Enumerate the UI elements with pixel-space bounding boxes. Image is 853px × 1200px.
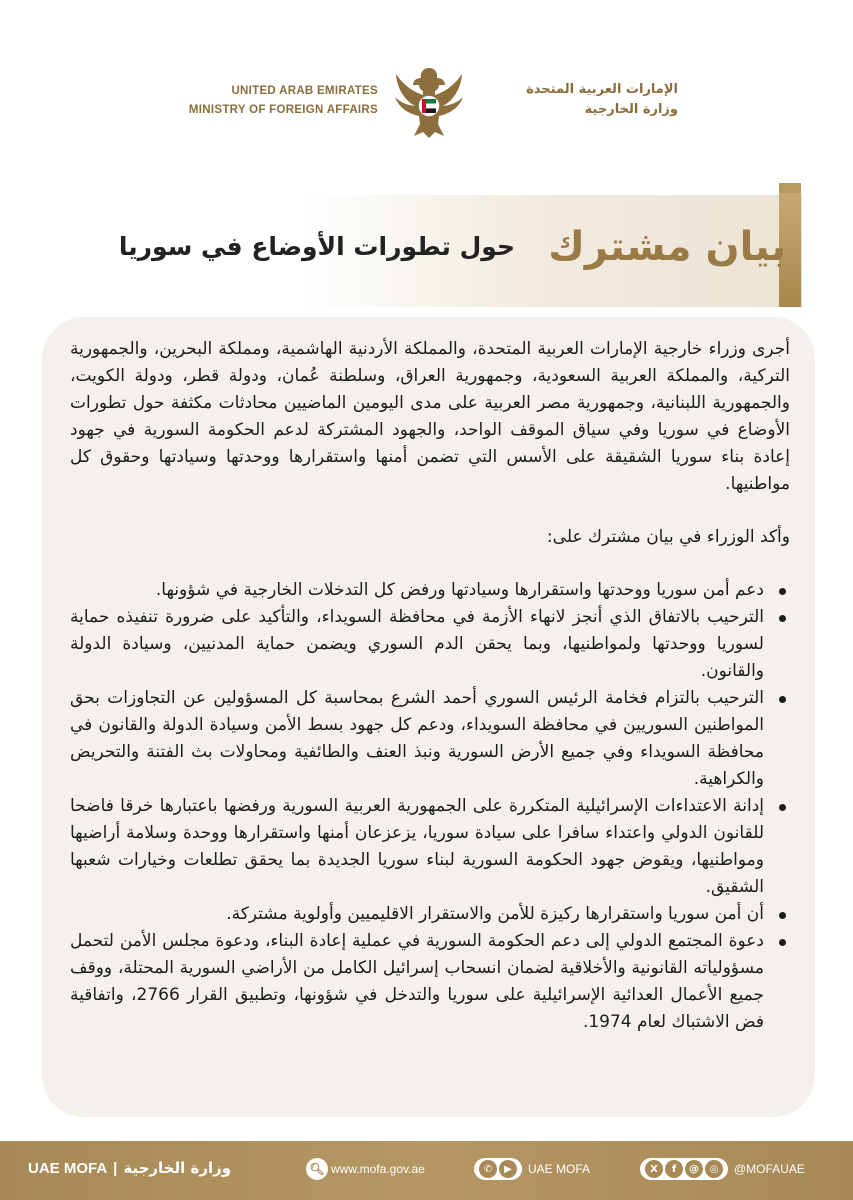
footer-brand-ar: وزارة الخارجية [123, 1159, 232, 1177]
footer-social-link[interactable] [640, 1155, 805, 1183]
footer-social-text[interactable]: @MOFAUAE [734, 1162, 805, 1176]
x-icon: X [645, 1160, 663, 1178]
footer-brand [28, 1159, 231, 1177]
list-item [70, 685, 790, 793]
points-list [70, 577, 790, 1036]
list-item-text: الترحيب بالاتفاق الذي أنجز لانهاء الأزمة في محافظة السويداء، والتأكيد على ضرورة تنفيذه حماية لسوريا ووحدتها ولمواطنيها، وبما يحقن الدم السوري ويضمن حماية المدنيين، وسيادة الدولة والقانون. [70, 607, 764, 681]
footer-channel-icons [474, 1158, 522, 1180]
bullet-icon [779, 912, 786, 919]
org-ar-line-2: وزارة الخارجية [584, 102, 678, 117]
whatsapp-icon: ✆ [479, 1160, 497, 1178]
org-en-line-2: MINISTRY OF FOREIGN AFFAIRS [188, 104, 378, 116]
footer-website[interactable] [306, 1155, 425, 1183]
footer-brand-separator: | [113, 1160, 118, 1177]
statement-title-block [0, 183, 853, 308]
list-item [70, 928, 790, 1036]
org-name-english [178, 82, 378, 120]
lead-line: وأكد الوزراء في بيان مشترك على: [546, 527, 790, 547]
intro-paragraph: أجرى وزراء خارجية الإمارات العربية المتحدة، والمملكة الأردنية الهاشمية، ومملكة البحرين، والجمهورية التركية، والمملكة العربية السعودية، وجمهورية العراق، وسلطنة عُمان، ودولة قطر، ودولة الكويت، والجمهورية اللبنانية، وجمهورية مصر العربية على مدى اليومين الماضيين محادثات مكثفة حول تطورات الأوضاع في سوريا وفي سياق الموقف الواحد، والجهود المشتركة لدعم الحكومة السورية في جهود إعادة بناء سوريا الشقيقة على الأسس التي تضمن أمنها واستقرارها ووحدتها وسيادتها وحقوق كل مواطنيها. [70, 339, 790, 494]
statement-text [70, 336, 790, 1036]
list-item [70, 604, 790, 685]
bullet-icon [779, 588, 786, 595]
facebook-icon: f [665, 1160, 683, 1178]
org-ar-line-1: الإمارات العربية المتحدة [526, 82, 678, 97]
list-item [70, 577, 790, 604]
list-item [70, 793, 790, 901]
list-item-text: إدانة الاعتداءات الإسرائيلية المتكررة على الجمهورية العربية السورية ورفضها باعتبارها خرقا فاضحا للقانون الدولي واعتداء سافرا على سيادة سوريا، يزعزعان أمنها واستقرارها ووحدة وسلامة أراضيها ومواطنيها، ويقوض جهود الحكومة السورية لبناء سوريا الجديدة بما يحقق تطلعات وخيارات شعبها الشقيق. [70, 796, 764, 897]
threads-icon: @ [685, 1160, 703, 1178]
title-accent-corner [779, 183, 801, 193]
search-icon: 🔍︎ [306, 1158, 328, 1180]
org-name-arabic [478, 80, 678, 120]
bullet-icon [779, 939, 786, 946]
org-en-line-1: UNITED ARAB EMIRATES [231, 85, 378, 97]
footer-bar [0, 1141, 853, 1200]
youtube-icon: ▶ [499, 1160, 517, 1178]
bullet-icon [779, 696, 786, 703]
title-main: بيان مشترك [548, 224, 786, 270]
footer-social-icons [640, 1158, 728, 1180]
list-item-text: أن أمن سوريا واستقرارها ركيزة للأمن والاستقرار الاقليميين وأولوية مشتركة. [226, 904, 764, 924]
uae-falcon-emblem-icon [392, 62, 466, 142]
bullet-icon [779, 804, 786, 811]
list-item-text: الترحيب بالتزام فخامة الرئيس السوري أحمد الشرع بمحاسبة كل المسؤولين عن التجاوزات بحق المواطنين السوريين في محافظة السويداء، ودعم كل جهود بسط الأمن وسيادة الدولة والقانون في محافظة السويداء وفي جميع الأرض السورية ونبذ العنف والطائفية ومحاولات بث الفتنة والتحريض والكراهية. [70, 688, 764, 789]
instagram-icon: ◎ [705, 1160, 723, 1178]
list-item-text: دعم أمن سوريا ووحدتها واستقرارها وسيادتها ورفض كل التدخلات الخارجية في شؤونها. [155, 580, 764, 600]
footer-brand-en: UAE MOFA [28, 1160, 108, 1177]
list-item-text: دعوة المجتمع الدولي إلى دعم الحكومة السورية في عملية إعادة البناء، ودعوة مجلس الأمن لتحمل مسؤولياته القانونية والأخلاقية لضمان انسحاب إسرائيل الكامل من الأراضي السورية المحتلة، ووقف جميع الأعمال العدائية الإسرائيلية على سوريا والتدخل في شؤونها، وتطبيق القرار 2766، واتفاقية فض الاشتباك لعام 1974. [70, 931, 764, 1032]
bullet-icon [779, 615, 786, 622]
footer-website-text[interactable]: www.mofa.gov.ae [331, 1162, 425, 1176]
list-item [70, 901, 790, 928]
letterhead [0, 0, 853, 170]
statement-body-card [42, 317, 815, 1117]
footer-youtube-link[interactable] [474, 1155, 590, 1183]
title-subtitle: حول تطورات الأوضاع في سوريا [118, 232, 515, 261]
footer-youtube-text[interactable]: UAE MOFA [528, 1162, 591, 1176]
